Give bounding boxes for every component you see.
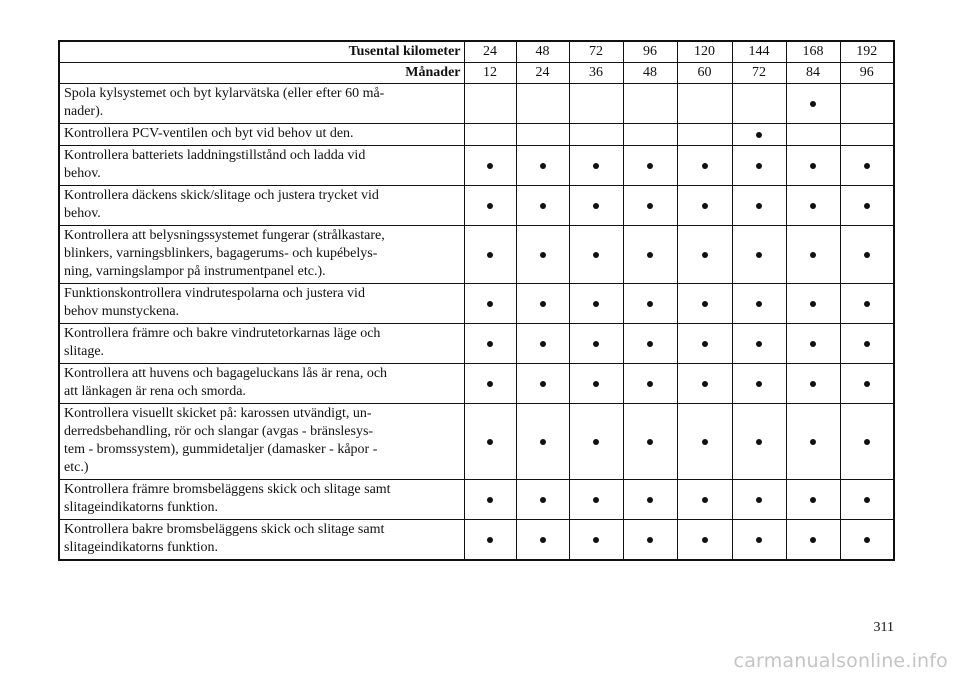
distance-label: Tusental kilometer bbox=[59, 41, 464, 63]
interval-cell bbox=[840, 364, 894, 404]
check-dot-icon bbox=[864, 439, 870, 445]
table-row bbox=[59, 226, 894, 284]
table-row bbox=[59, 124, 894, 146]
table-row bbox=[59, 84, 894, 124]
months-value: 12 bbox=[464, 63, 516, 84]
check-dot-icon bbox=[810, 252, 816, 258]
check-dot-icon bbox=[702, 439, 708, 445]
interval-cell bbox=[786, 364, 840, 404]
check-dot-icon bbox=[593, 497, 599, 503]
table-row bbox=[59, 404, 894, 480]
interval-cell bbox=[840, 146, 894, 186]
interval-cell bbox=[569, 404, 623, 480]
interval-cell bbox=[623, 186, 677, 226]
interval-cell bbox=[464, 226, 516, 284]
interval-cell bbox=[840, 84, 894, 124]
interval-cell bbox=[623, 124, 677, 146]
interval-cell bbox=[786, 146, 840, 186]
check-dot-icon bbox=[864, 163, 870, 169]
interval-cell bbox=[464, 146, 516, 186]
check-dot-icon bbox=[702, 252, 708, 258]
task-description: Kontrollera batteriets laddningstillstånd och ladda vid behov. bbox=[59, 146, 464, 186]
check-dot-icon bbox=[864, 252, 870, 258]
interval-cell bbox=[569, 84, 623, 124]
months-value: 36 bbox=[569, 63, 623, 84]
check-dot-icon bbox=[593, 537, 599, 543]
check-dot-icon bbox=[487, 381, 493, 387]
check-dot-icon bbox=[864, 301, 870, 307]
check-dot-icon bbox=[647, 439, 653, 445]
interval-cell bbox=[786, 226, 840, 284]
interval-cell bbox=[623, 404, 677, 480]
check-dot-icon bbox=[647, 203, 653, 209]
check-dot-icon bbox=[647, 341, 653, 347]
interval-cell bbox=[677, 146, 732, 186]
check-dot-icon bbox=[593, 341, 599, 347]
check-dot-icon bbox=[756, 497, 762, 503]
maintenance-schedule-table bbox=[58, 40, 895, 561]
check-dot-icon bbox=[810, 101, 816, 107]
check-dot-icon bbox=[864, 203, 870, 209]
interval-cell bbox=[840, 480, 894, 520]
check-dot-icon bbox=[487, 497, 493, 503]
interval-cell bbox=[732, 84, 786, 124]
interval-cell bbox=[516, 480, 569, 520]
check-dot-icon bbox=[702, 163, 708, 169]
distance-value: 168 bbox=[786, 41, 840, 63]
interval-cell bbox=[623, 364, 677, 404]
months-value: 60 bbox=[677, 63, 732, 84]
task-description: Kontrollera att belysningssystemet fungerar (strålkastare, blinkers, varningsblinkers, bagagerums- och kupébelys- ning, varningslampor på instrumentpanel etc.). bbox=[59, 226, 464, 284]
interval-cell bbox=[464, 480, 516, 520]
interval-cell bbox=[464, 324, 516, 364]
interval-cell bbox=[786, 84, 840, 124]
interval-cell bbox=[516, 226, 569, 284]
interval-cell bbox=[623, 226, 677, 284]
distance-value: 192 bbox=[840, 41, 894, 63]
table-row bbox=[59, 364, 894, 404]
interval-cell bbox=[569, 324, 623, 364]
interval-cell bbox=[786, 324, 840, 364]
check-dot-icon bbox=[756, 203, 762, 209]
interval-cell bbox=[569, 364, 623, 404]
check-dot-icon bbox=[702, 301, 708, 307]
interval-cell bbox=[677, 186, 732, 226]
interval-cell bbox=[464, 520, 516, 561]
interval-cell bbox=[516, 324, 569, 364]
check-dot-icon bbox=[593, 439, 599, 445]
interval-cell bbox=[569, 146, 623, 186]
header-row-months bbox=[59, 63, 894, 84]
interval-cell bbox=[677, 84, 732, 124]
interval-cell bbox=[677, 520, 732, 561]
interval-cell bbox=[464, 404, 516, 480]
check-dot-icon bbox=[810, 439, 816, 445]
check-dot-icon bbox=[702, 497, 708, 503]
months-value: 96 bbox=[840, 63, 894, 84]
interval-cell bbox=[623, 146, 677, 186]
check-dot-icon bbox=[487, 203, 493, 209]
task-description: Funktionskontrollera vindrutespolarna och justera vid behov munstyckena. bbox=[59, 284, 464, 324]
table-row bbox=[59, 186, 894, 226]
interval-cell bbox=[516, 186, 569, 226]
interval-cell bbox=[464, 186, 516, 226]
interval-cell bbox=[732, 364, 786, 404]
check-dot-icon bbox=[810, 163, 816, 169]
months-value: 48 bbox=[623, 63, 677, 84]
interval-cell bbox=[732, 404, 786, 480]
interval-cell bbox=[786, 480, 840, 520]
interval-cell bbox=[677, 324, 732, 364]
task-description: Kontrollera att huvens och bagageluckans lås är rena, och att länkagen är rena och smorda. bbox=[59, 364, 464, 404]
check-dot-icon bbox=[756, 163, 762, 169]
task-description: Kontrollera främre bromsbeläggens skick och slitage samt slitageindikatorns funktion. bbox=[59, 480, 464, 520]
interval-cell bbox=[732, 146, 786, 186]
distance-value: 24 bbox=[464, 41, 516, 63]
distance-value: 48 bbox=[516, 41, 569, 63]
task-description: Spola kylsystemet och byt kylarvätska (eller efter 60 må- nader). bbox=[59, 84, 464, 124]
interval-cell bbox=[840, 226, 894, 284]
check-dot-icon bbox=[487, 341, 493, 347]
interval-cell bbox=[516, 84, 569, 124]
interval-cell bbox=[840, 404, 894, 480]
interval-cell bbox=[677, 284, 732, 324]
check-dot-icon bbox=[864, 537, 870, 543]
check-dot-icon bbox=[702, 537, 708, 543]
table-row bbox=[59, 324, 894, 364]
interval-cell bbox=[569, 284, 623, 324]
interval-cell bbox=[732, 520, 786, 561]
check-dot-icon bbox=[593, 252, 599, 258]
interval-cell bbox=[840, 124, 894, 146]
check-dot-icon bbox=[540, 252, 546, 258]
check-dot-icon bbox=[756, 341, 762, 347]
interval-cell bbox=[732, 480, 786, 520]
check-dot-icon bbox=[647, 497, 653, 503]
interval-cell bbox=[786, 124, 840, 146]
interval-cell bbox=[516, 146, 569, 186]
interval-cell bbox=[516, 284, 569, 324]
check-dot-icon bbox=[756, 252, 762, 258]
check-dot-icon bbox=[540, 203, 546, 209]
interval-cell bbox=[786, 404, 840, 480]
check-dot-icon bbox=[864, 341, 870, 347]
check-dot-icon bbox=[647, 381, 653, 387]
interval-cell bbox=[840, 324, 894, 364]
interval-cell bbox=[569, 480, 623, 520]
page-number: 311 bbox=[873, 620, 894, 635]
check-dot-icon bbox=[540, 341, 546, 347]
task-description: Kontrollera PCV-ventilen och byt vid behov ut den. bbox=[59, 124, 464, 146]
interval-cell bbox=[840, 186, 894, 226]
check-dot-icon bbox=[540, 537, 546, 543]
interval-cell bbox=[786, 520, 840, 561]
interval-cell bbox=[623, 324, 677, 364]
check-dot-icon bbox=[810, 341, 816, 347]
interval-cell bbox=[516, 364, 569, 404]
interval-cell bbox=[732, 124, 786, 146]
table-row bbox=[59, 146, 894, 186]
check-dot-icon bbox=[593, 203, 599, 209]
distance-value: 144 bbox=[732, 41, 786, 63]
interval-cell bbox=[464, 284, 516, 324]
task-description: Kontrollera främre och bakre vindrutetorkarnas läge och slitage. bbox=[59, 324, 464, 364]
check-dot-icon bbox=[702, 341, 708, 347]
interval-cell bbox=[732, 284, 786, 324]
interval-cell bbox=[732, 226, 786, 284]
interval-cell bbox=[677, 124, 732, 146]
interval-cell bbox=[786, 284, 840, 324]
interval-cell bbox=[623, 284, 677, 324]
interval-cell bbox=[569, 226, 623, 284]
interval-cell bbox=[569, 520, 623, 561]
check-dot-icon bbox=[756, 132, 762, 138]
months-value: 24 bbox=[516, 63, 569, 84]
interval-cell bbox=[464, 364, 516, 404]
interval-cell bbox=[464, 84, 516, 124]
task-description: Kontrollera däckens skick/slitage och justera trycket vid behov. bbox=[59, 186, 464, 226]
table-row bbox=[59, 480, 894, 520]
interval-cell bbox=[732, 186, 786, 226]
task-description: Kontrollera bakre bromsbeläggens skick och slitage samt slitageindikatorns funktion. bbox=[59, 520, 464, 561]
check-dot-icon bbox=[540, 439, 546, 445]
months-label: Månader bbox=[59, 63, 464, 84]
interval-cell bbox=[677, 404, 732, 480]
check-dot-icon bbox=[702, 381, 708, 387]
check-dot-icon bbox=[647, 163, 653, 169]
interval-cell bbox=[786, 186, 840, 226]
check-dot-icon bbox=[593, 381, 599, 387]
check-dot-icon bbox=[540, 497, 546, 503]
check-dot-icon bbox=[487, 537, 493, 543]
interval-cell bbox=[677, 364, 732, 404]
watermark: carmanualsonline.info bbox=[733, 650, 948, 672]
check-dot-icon bbox=[810, 497, 816, 503]
interval-cell bbox=[569, 186, 623, 226]
interval-cell bbox=[677, 480, 732, 520]
interval-cell bbox=[623, 520, 677, 561]
check-dot-icon bbox=[540, 301, 546, 307]
check-dot-icon bbox=[756, 301, 762, 307]
check-dot-icon bbox=[756, 381, 762, 387]
task-description: Kontrollera visuellt skicket på: karossen utvändigt, un- derredsbehandling, rör och slangar (avgas - bränslesys- tem - bromssystem), gummidetaljer (damasker - kåpor - etc.) bbox=[59, 404, 464, 480]
distance-value: 120 bbox=[677, 41, 732, 63]
check-dot-icon bbox=[647, 301, 653, 307]
interval-cell bbox=[516, 124, 569, 146]
check-dot-icon bbox=[487, 252, 493, 258]
interval-cell bbox=[516, 404, 569, 480]
check-dot-icon bbox=[487, 163, 493, 169]
check-dot-icon bbox=[593, 163, 599, 169]
check-dot-icon bbox=[593, 301, 599, 307]
interval-cell bbox=[840, 520, 894, 561]
months-value: 84 bbox=[786, 63, 840, 84]
check-dot-icon bbox=[756, 537, 762, 543]
check-dot-icon bbox=[810, 203, 816, 209]
interval-cell bbox=[569, 124, 623, 146]
distance-value: 96 bbox=[623, 41, 677, 63]
interval-cell bbox=[623, 84, 677, 124]
table-row bbox=[59, 520, 894, 561]
check-dot-icon bbox=[540, 163, 546, 169]
interval-cell bbox=[732, 324, 786, 364]
check-dot-icon bbox=[540, 381, 546, 387]
check-dot-icon bbox=[864, 381, 870, 387]
distance-value: 72 bbox=[569, 41, 623, 63]
schedule-body bbox=[59, 41, 894, 560]
check-dot-icon bbox=[810, 381, 816, 387]
header-row-distance bbox=[59, 41, 894, 63]
check-dot-icon bbox=[647, 252, 653, 258]
check-dot-icon bbox=[702, 203, 708, 209]
table-row bbox=[59, 284, 894, 324]
months-value: 72 bbox=[732, 63, 786, 84]
interval-cell bbox=[516, 520, 569, 561]
interval-cell bbox=[677, 226, 732, 284]
interval-cell bbox=[464, 124, 516, 146]
check-dot-icon bbox=[756, 439, 762, 445]
check-dot-icon bbox=[810, 301, 816, 307]
interval-cell bbox=[623, 480, 677, 520]
check-dot-icon bbox=[647, 537, 653, 543]
check-dot-icon bbox=[864, 497, 870, 503]
check-dot-icon bbox=[487, 439, 493, 445]
check-dot-icon bbox=[487, 301, 493, 307]
interval-cell bbox=[840, 284, 894, 324]
check-dot-icon bbox=[810, 537, 816, 543]
